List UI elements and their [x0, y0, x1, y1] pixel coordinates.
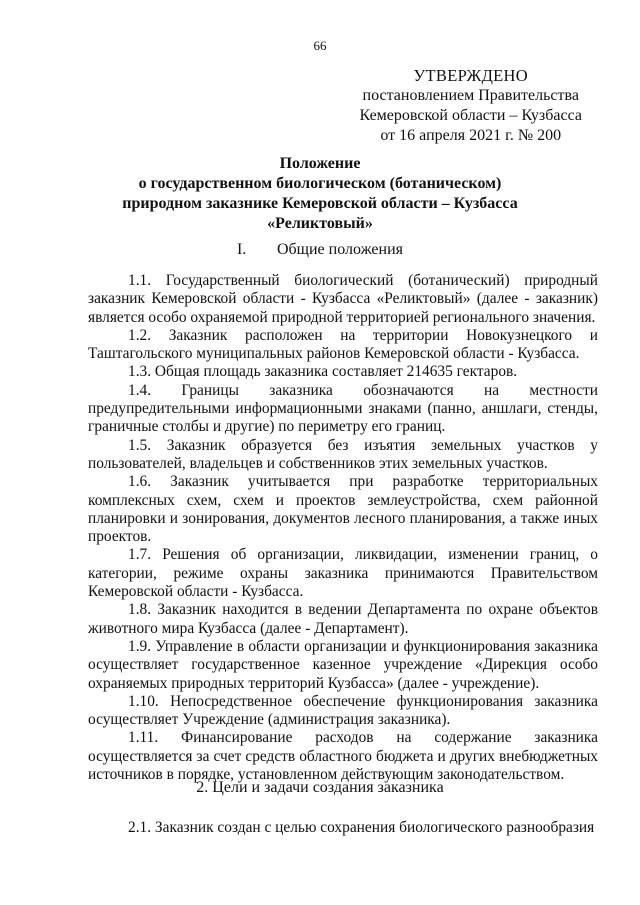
paragraph: 1.4. Границы заказника обозначаются на местности предупредительными информационными знаками (панно, аншлаги, стенды, граничные столбы и другие) по периметру его границ. [88, 381, 598, 436]
paragraph: 1.10. Непосредственное обеспечение функционирования заказника осуществляет Учреждение (администрация заказника). [88, 692, 598, 729]
title-line: Положение [279, 155, 361, 172]
approval-block [360, 66, 583, 146]
section-number: I. [236, 241, 247, 258]
page-number: 66 [313, 38, 327, 53]
document-title [80, 154, 560, 234]
paragraph: 1.1. Государственный биологический (ботанический) природный заказник Кемеровской области - Кузбасса «Реликтовый» (далее - заказник) является особо охраняемой природной территорией регионального значения. [88, 272, 598, 326]
paragraph: 1.9. Управление в области организации и функционирования заказника осуществляет государственное казенное учреждение «Дирекция особо охраняемых природных территорий Кузбасса» (далее - учреждение). [88, 637, 598, 692]
approval-line: постановлением Правительства [362, 87, 579, 104]
paragraph: 1.11. Финансирование расходов на содержание заказника осуществляется за счет средств областного бюджета и других внебюджетных источников в порядке, установленном действующим законодательством. [88, 729, 598, 784]
paragraph: 1.2. Заказник расположен на территории Новокузнецкого и Таштагольского муниципальных районов Кемеровской области - Кузбасса. [88, 326, 598, 363]
document-body [88, 272, 598, 784]
paragraph: 1.3. Общая площадь заказника составляет 214635 гектаров. [128, 363, 518, 381]
paragraph: 1.6. Заказник учитывается при разработке территориальных комплексных схем, схем и проектов землеустройства, схем районной планировки и зонирования, документов лесного планирования, а также иных проектов. [88, 473, 598, 546]
title-line: «Реликтовый» [267, 215, 373, 232]
paragraph: 1.7. Решения об организации, ликвидации, изменении границ, о категории, режиме охраны заказника принимаются Правительством Кемеровской области - Кузбасса. [88, 546, 598, 601]
paragraph: 1.8. Заказник находится в ведении Департамента по охране объектов животного мира Кузбасса (далее - Департамент). [88, 601, 598, 637]
section-heading-2: 2. Цели и задачи создания заказника [196, 779, 444, 796]
approval-line: Кемеровской области – Кузбасса [359, 107, 582, 124]
paragraph: 1.5. Заказник образуется без изъятия земельных участков у пользователей, владельцев и собственников этих земельных участков. [88, 436, 598, 472]
approval-stamp: УТВЕРЖДЕНО [413, 66, 528, 85]
title-line: о государственном биологическом (ботаническом) [138, 175, 502, 192]
section-title: Общие положения [276, 241, 404, 258]
paragraph: 2.1. Заказник создан с целью сохранения биологического разнообразия [128, 819, 595, 836]
section-heading-1 [80, 240, 560, 260]
approval-line: от 16 апреля 2021 г. № 200 [380, 127, 562, 144]
title-line: природном заказнике Кемеровской области – Кузбасса [122, 195, 518, 212]
